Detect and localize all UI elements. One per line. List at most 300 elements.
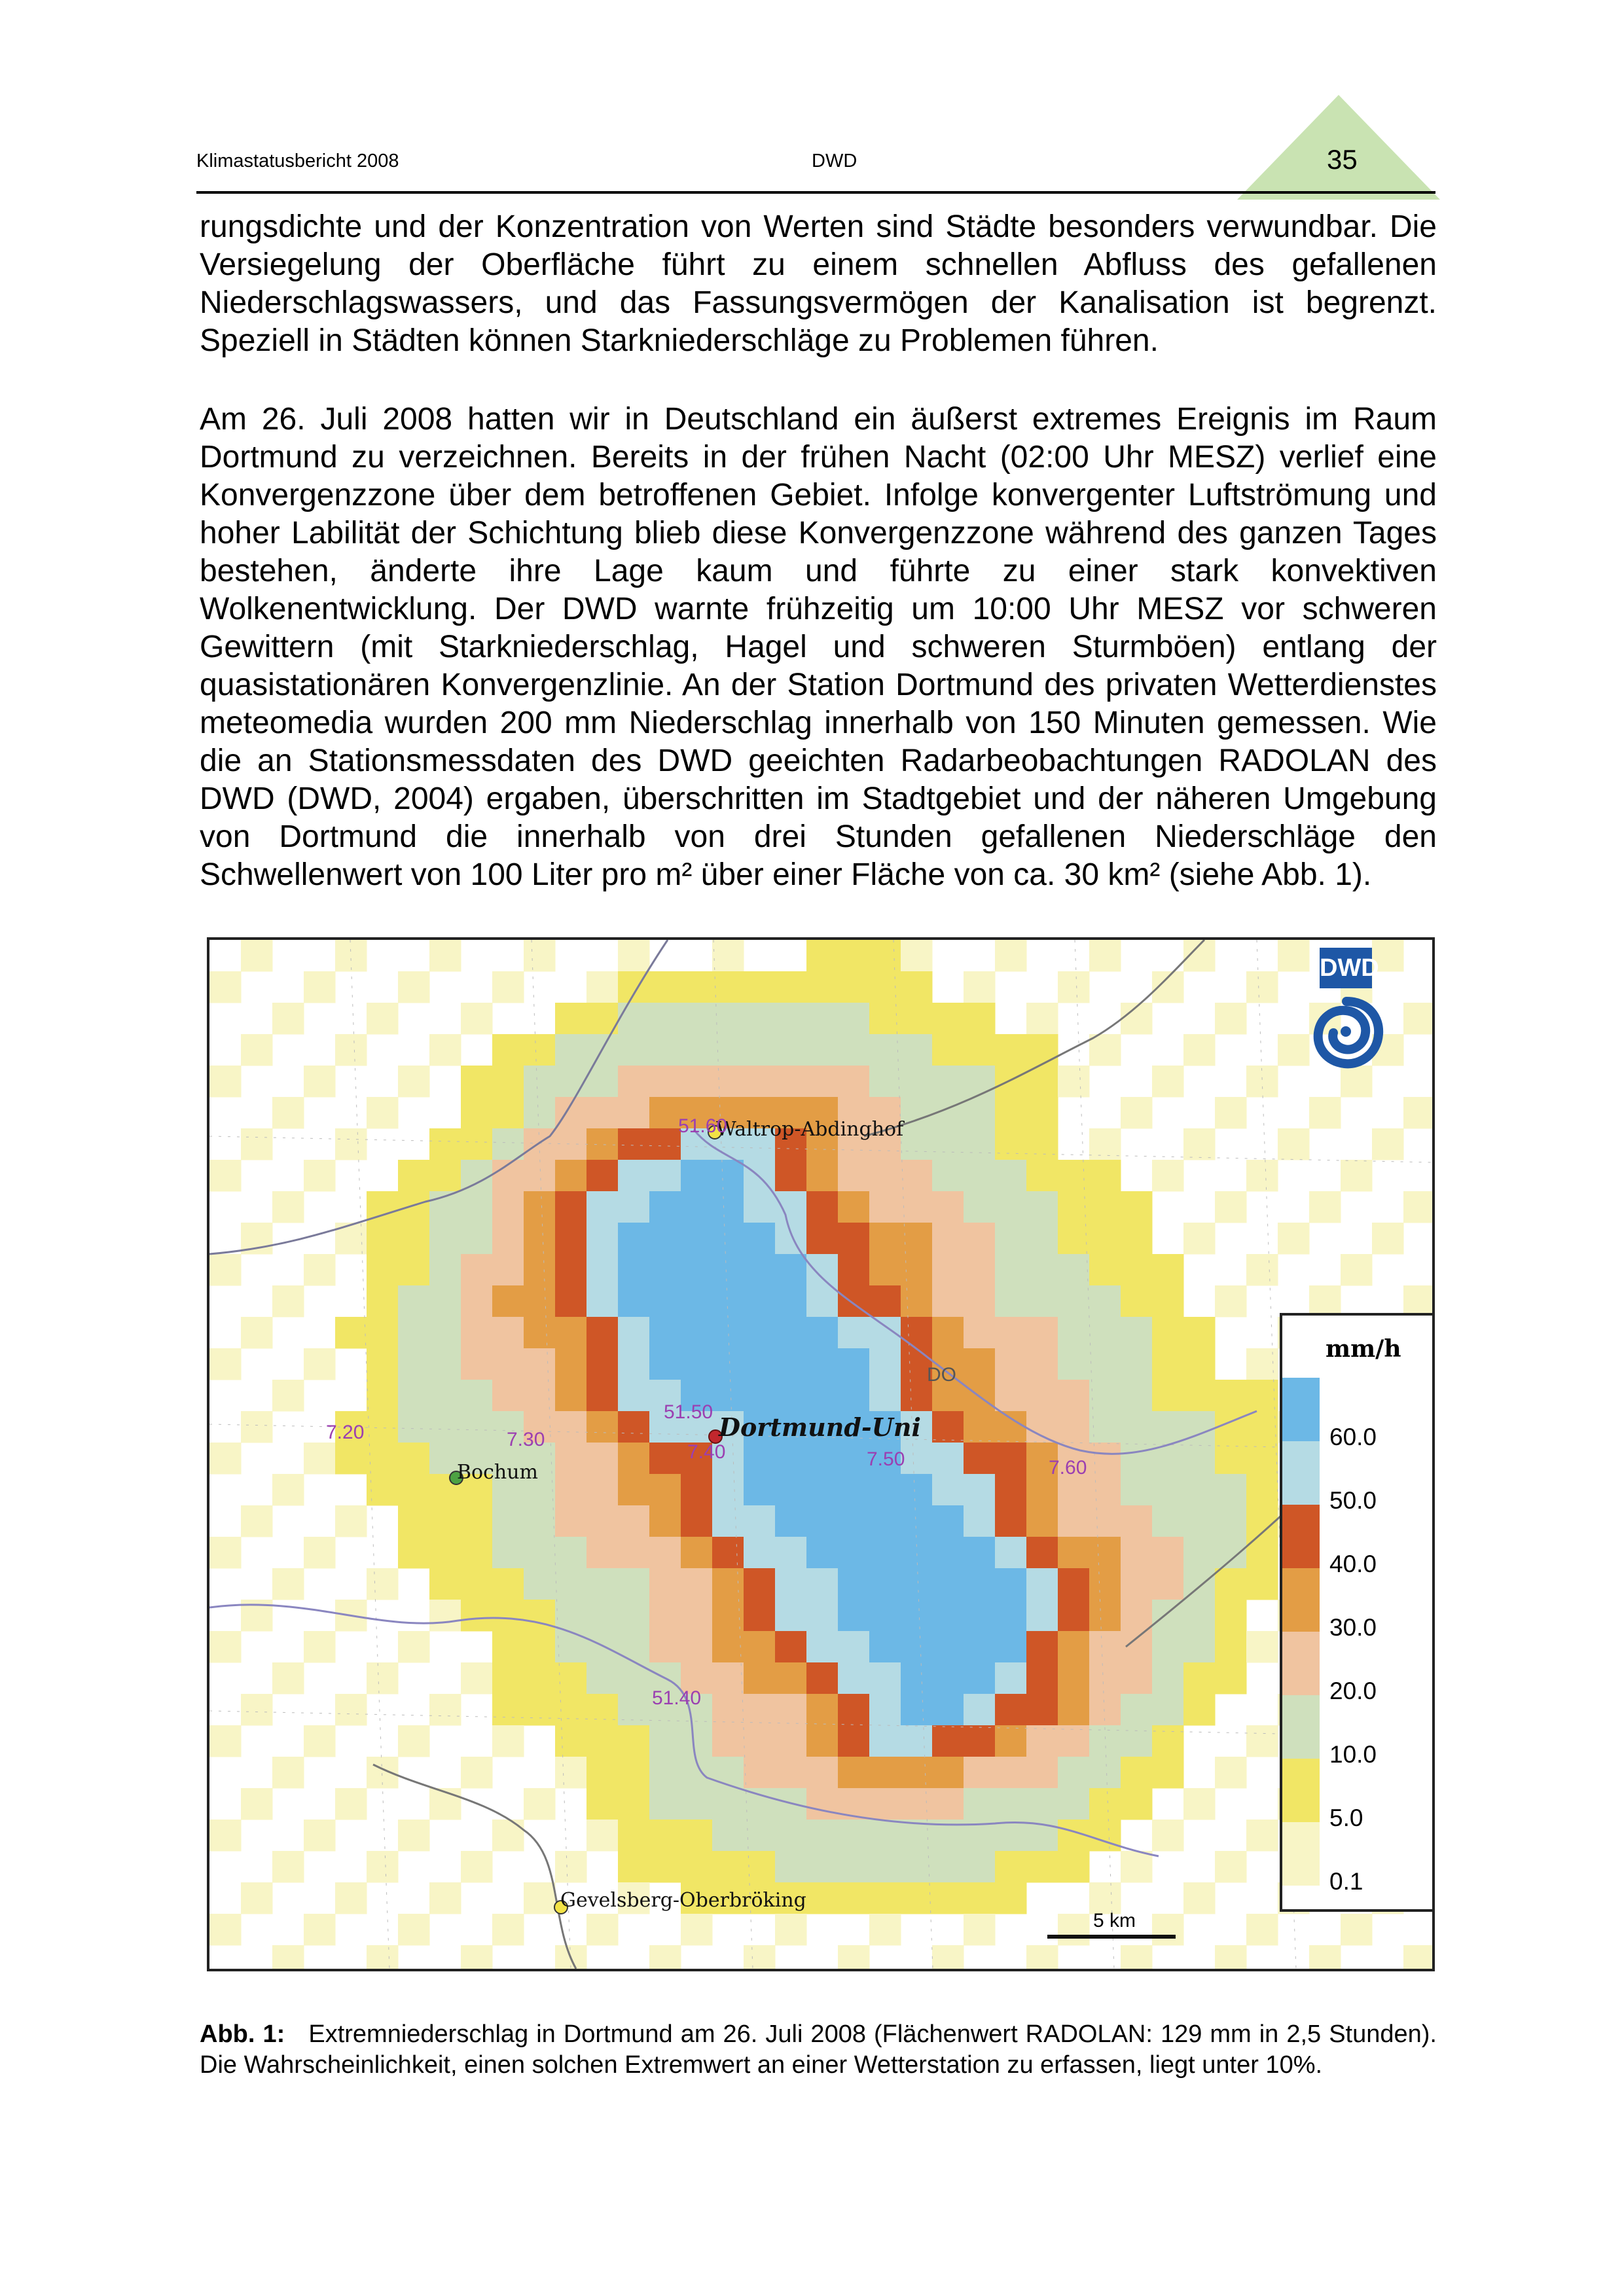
radar-cell [869,1254,901,1286]
radar-cell [1058,1662,1090,1695]
radar-cell [367,1003,399,1035]
radar-cell [1121,1380,1153,1412]
legend-swatch [1282,1378,1320,1441]
radar-cell [649,1851,681,1883]
legend-label: 20.0 [1329,1677,1377,1704]
radar-cell [932,1223,964,1255]
radar-cell [398,1631,430,1663]
radar-cell [995,1631,1027,1663]
radar-cell [806,1034,839,1066]
radar-cell [1058,1066,1090,1098]
radar-cell [901,1317,933,1349]
radar-cell [964,1191,996,1223]
radar-cell [618,1160,650,1192]
radar-cell [398,1223,430,1255]
radar-cell [1246,1348,1278,1380]
radar-cell [838,1662,870,1695]
radar-cell [964,1066,996,1098]
radar-cell [586,1348,619,1380]
radar-cell [555,1348,587,1380]
radar-cell [461,1505,493,1537]
radar-cell [209,1631,242,1663]
radar-cell [492,1505,524,1537]
radar-cell [1058,1694,1090,1726]
radar-cell [1152,1348,1184,1380]
radar-cell [681,1505,713,1537]
radar-cell [995,1317,1027,1349]
radar-cell [524,1694,556,1726]
radar-cell [241,1788,273,1820]
radar-cell [901,1694,933,1726]
radar-cell [712,1600,744,1632]
radar-cell [524,940,556,972]
radar-cell [398,1066,430,1098]
radar-cell [1278,940,1310,972]
radar-cell [995,1411,1027,1443]
radar-cell [304,1254,336,1286]
radar-cell [775,1600,807,1632]
radar-cell [964,1411,996,1443]
radar-cell [429,1223,461,1255]
legend-label: 40.0 [1329,1551,1377,1577]
radar-cell [1215,1505,1247,1537]
radar-cell [744,1348,776,1380]
radar-cell [1246,1568,1278,1600]
radar-cell [335,1788,367,1820]
radar-cell [272,1191,304,1223]
radar-cell [775,971,807,1003]
radar-cell [1309,1945,1341,1969]
radar-cell [555,1128,587,1160]
radar-cell [618,1443,650,1475]
radar-cell [775,1725,807,1757]
map-legend [1280,1313,1435,1912]
longitude-label-7-20: 7.20 [326,1422,365,1443]
radar-cell [429,1380,461,1412]
radar-cell [1183,1537,1216,1569]
radar-cell [586,1914,619,1946]
radar-cell [429,1694,461,1726]
radar-cell [618,1411,650,1443]
radar-cell [681,1914,713,1946]
radar-cell [555,1191,587,1223]
radar-cell [901,1600,933,1632]
radar-cell [964,1128,996,1160]
radar-cell [555,1317,587,1349]
radar-cell [555,1757,587,1789]
radar-cell [1152,1317,1184,1349]
radar-cell [712,1066,744,1098]
radar-cell [1089,1160,1121,1192]
radar-cell [1121,1474,1153,1506]
radar-cell [1183,1662,1216,1695]
radar-cell [524,1348,556,1380]
radar-cell [1026,1788,1058,1820]
radar-cell [1403,1097,1432,1129]
radar-cell [806,1851,839,1883]
radar-cell [586,1537,619,1569]
radar-cell [995,1694,1027,1726]
radar-cell [618,1851,650,1883]
radar-cell [932,1254,964,1286]
radar-cell [555,1443,587,1475]
radar-cell [461,1945,493,1969]
radar-cell [1215,1474,1247,1506]
radar-cell [1026,1631,1058,1663]
radar-cell [932,1851,964,1883]
radar-cell [209,1820,242,1852]
radar-cell [1121,1600,1153,1632]
radar-cell [1089,1505,1121,1537]
radar-cell [932,1882,964,1914]
radar-cell [492,1223,524,1255]
radar-cell [555,1411,587,1443]
radar-cell [618,1034,650,1066]
radar-cell [1121,1568,1153,1600]
radar-cell [681,1820,713,1852]
radar-cell [1183,1443,1216,1475]
radar-cell [1246,971,1278,1003]
radar-cell [681,1474,713,1506]
radar-cell [1089,1128,1121,1160]
radar-cell [1026,1537,1058,1569]
radar-cell [586,1568,619,1600]
radar-cell [618,1820,650,1852]
radar-cell [681,1537,713,1569]
radar-cell [712,1223,744,1255]
radar-cell [492,1820,524,1852]
radar-cell [838,1600,870,1632]
radar-cell [1089,1443,1121,1475]
radar-cell [524,1097,556,1129]
radar-cell [1152,1285,1184,1318]
radar-cell [304,1820,336,1852]
radar-cell [272,1474,304,1506]
radar-cell [335,1317,367,1349]
radar-cell [1089,1568,1121,1600]
radar-cell [869,1820,901,1852]
radar-cell [398,1411,430,1443]
radar-cell [932,1285,964,1318]
radar-cell [398,1443,430,1475]
radar-cell [995,1285,1027,1318]
label-waltrop: Waltrop-Abdinghof [716,1118,904,1141]
radar-cell [649,971,681,1003]
radar-cell [1246,1631,1278,1663]
radar-cell [901,1537,933,1569]
radar-cell [932,1631,964,1663]
radar-cell [869,1285,901,1318]
radar-cell [649,1317,681,1349]
radar-cell [1183,1380,1216,1412]
radar-cell [461,1254,493,1286]
radar-cell [272,1851,304,1883]
radar-cell [1026,1317,1058,1349]
radar-cell [964,1254,996,1286]
radar-cell [492,1317,524,1349]
radar-cell [1089,1600,1121,1632]
radar-cell [995,1568,1027,1600]
radar-cell [649,1223,681,1255]
radar-cell [555,1537,587,1569]
radar-cell [461,1757,493,1789]
radar-cell [681,1223,713,1255]
radar-cell [649,1097,681,1129]
radar-cell [806,1254,839,1286]
radar-cell [1152,1757,1184,1789]
radar-cell [869,1694,901,1726]
radar-cell [461,1191,493,1223]
radar-cell [681,1003,713,1035]
radar-cell [649,1285,681,1318]
radar-cell [901,1003,933,1035]
radar-cell [681,1254,713,1286]
radar-cell [775,1254,807,1286]
radar-cell [869,940,901,972]
radar-cell [869,1317,901,1349]
radar-cell [964,1474,996,1506]
radar-cell [429,1034,461,1066]
radar-cell [618,1066,650,1098]
radar-cell [964,1443,996,1475]
radar-cell [838,1537,870,1569]
radar-cell [932,1600,964,1632]
radar-cell [712,971,744,1003]
radar-cell [995,1505,1027,1537]
radar-cell [649,1568,681,1600]
radar-cell [1026,1160,1058,1192]
radar-cell [995,1851,1027,1883]
radar-cell [649,1003,681,1035]
radar-cell [241,1317,273,1349]
radar-cell [524,1191,556,1223]
radar-cell [429,1348,461,1380]
radar-cell [429,1128,461,1160]
radar-cell [398,1537,430,1569]
radar-cell [241,1505,273,1537]
radar-cell [806,1348,839,1380]
radar-cell [1246,1914,1278,1946]
radar-cell [901,1285,933,1318]
radar-cell [335,1694,367,1726]
radar-cell [806,1757,839,1789]
radar-cell [964,1317,996,1349]
radar-cell [932,1317,964,1349]
header-rule [196,191,1435,194]
radar-cell [932,1662,964,1695]
radar-cell [1152,1411,1184,1443]
radar-cell [681,1191,713,1223]
radar-cell [744,1600,776,1632]
radar-cell [367,1223,399,1255]
radar-cell [806,1725,839,1757]
radar-cell [555,1285,587,1318]
radar-cell [555,1694,587,1726]
precipitation-radar-map [209,940,1432,1969]
radar-cell [586,1757,619,1789]
radar-cell [775,1285,807,1318]
radar-cell [492,1348,524,1380]
radar-cell [1246,1725,1278,1757]
radar-cell [492,1568,524,1600]
radar-cell [398,1254,430,1286]
radar-cell [838,1317,870,1349]
radar-cell [995,1537,1027,1569]
radar-cell [964,1285,996,1318]
radar-cell [775,1537,807,1569]
radar-cell [964,1034,996,1066]
radar-cell [618,1631,650,1663]
radar-cell [1026,1568,1058,1600]
radar-cell [1026,1223,1058,1255]
radar-cell [524,1631,556,1663]
radar-cell [964,1348,996,1380]
radar-cell [775,1914,807,1946]
radar-cell [932,1537,964,1569]
radar-cell [524,1285,556,1318]
radar-cell [618,1285,650,1318]
radar-cell [241,1411,273,1443]
radar-cell [367,1380,399,1412]
radar-cell [241,1694,273,1726]
radar-cell [335,1882,367,1914]
radar-cell [1058,1914,1090,1946]
radar-cell [586,1191,619,1223]
radar-cell [1152,1160,1184,1192]
radar-cell [461,1128,493,1160]
radar-cell [555,1662,587,1695]
radar-cell [964,1914,996,1946]
radar-cell [869,1725,901,1757]
radar-cell [932,1474,964,1506]
radar-cell [1152,1631,1184,1663]
radar-cell [492,1128,524,1160]
radar-cell [618,1223,650,1255]
radar-cell [775,1191,807,1223]
radar-cell [1152,1914,1184,1946]
radar-cell [555,1034,587,1066]
radar-cell [398,1191,430,1223]
radar-cell [209,1537,242,1569]
radar-cell [806,1317,839,1349]
radar-cell [1089,1223,1121,1255]
page-number: 35 [1327,144,1358,175]
radar-cell [524,1568,556,1600]
radar-cell [838,1725,870,1757]
radar-cell [461,1380,493,1412]
radar-cell [586,1505,619,1537]
radar-cell [1372,1128,1404,1160]
radar-cell [1121,1788,1153,1820]
radar-cell [744,1631,776,1663]
radar-cell [429,1568,461,1600]
radar-cell [335,1128,367,1160]
radar-cell [681,1851,713,1883]
radar-cell [869,1003,901,1035]
radar-cell [586,1317,619,1349]
radar-cell [1215,1285,1247,1318]
radar-cell [964,1568,996,1600]
radar-cell [398,971,430,1003]
radar-cell [775,1662,807,1695]
radar-cell [964,1003,996,1035]
radar-cell [806,1820,839,1852]
radar-cell [429,1411,461,1443]
radar-cell [1058,1160,1090,1192]
radar-cell [712,1317,744,1349]
radar-cell [806,1380,839,1412]
radar-cell [744,1568,776,1600]
radar-cell [1183,1128,1216,1160]
radar-cell [1152,1474,1184,1506]
radar-cell [1089,1348,1121,1380]
radar-cell [775,1631,807,1663]
radar-cell [1026,1505,1058,1537]
radar-cell [272,1003,304,1035]
radar-cell [367,1348,399,1380]
legend-label: 10.0 [1329,1741,1377,1768]
radar-cell [806,1631,839,1663]
radar-cell [209,1914,242,1946]
radar-cell [932,1788,964,1820]
radar-cell [649,1474,681,1506]
radar-cell [932,1694,964,1726]
radar-cell [838,1160,870,1192]
radar-cell [964,1537,996,1569]
radar-cell [932,1003,964,1035]
radar-cell [272,1285,304,1318]
radar-cell [995,1223,1027,1255]
radar-cell [1121,1505,1153,1537]
radar-cell [775,1034,807,1066]
radar-cell [1026,1034,1058,1066]
radar-cell [681,1568,713,1600]
radar-cell [1089,1757,1121,1789]
radar-cell [869,1600,901,1632]
radar-cell [649,1254,681,1286]
radar-cell [744,1788,776,1820]
radar-cell [712,1160,744,1192]
radar-cell [1183,1505,1216,1537]
radar-cell [838,1066,870,1098]
radar-cell [524,1317,556,1349]
radar-cell [398,1348,430,1380]
radar-cell [838,940,870,972]
radar-cell [712,1851,744,1883]
radar-cell [524,1505,556,1537]
header-publisher: DWD [812,151,857,171]
radar-cell [712,1662,744,1695]
radar-cell [964,1160,996,1192]
radar-cell [806,1066,839,1098]
radar-cell [901,1788,933,1820]
radar-cell [1372,1223,1404,1255]
radar-cell [775,1380,807,1412]
radar-cell [492,1034,524,1066]
radar-cell [304,1443,336,1475]
radar-cell [335,1034,367,1066]
radar-cell [461,1568,493,1600]
radar-cell [869,1066,901,1098]
radar-cell [806,1443,839,1475]
radar-cell [995,1160,1027,1192]
radar-cell [649,1505,681,1537]
radar-cell [1121,1443,1153,1475]
radar-cell [995,1788,1027,1820]
radar-cell [241,940,273,972]
radar-cell [555,1160,587,1192]
radar-cell [744,1662,776,1695]
